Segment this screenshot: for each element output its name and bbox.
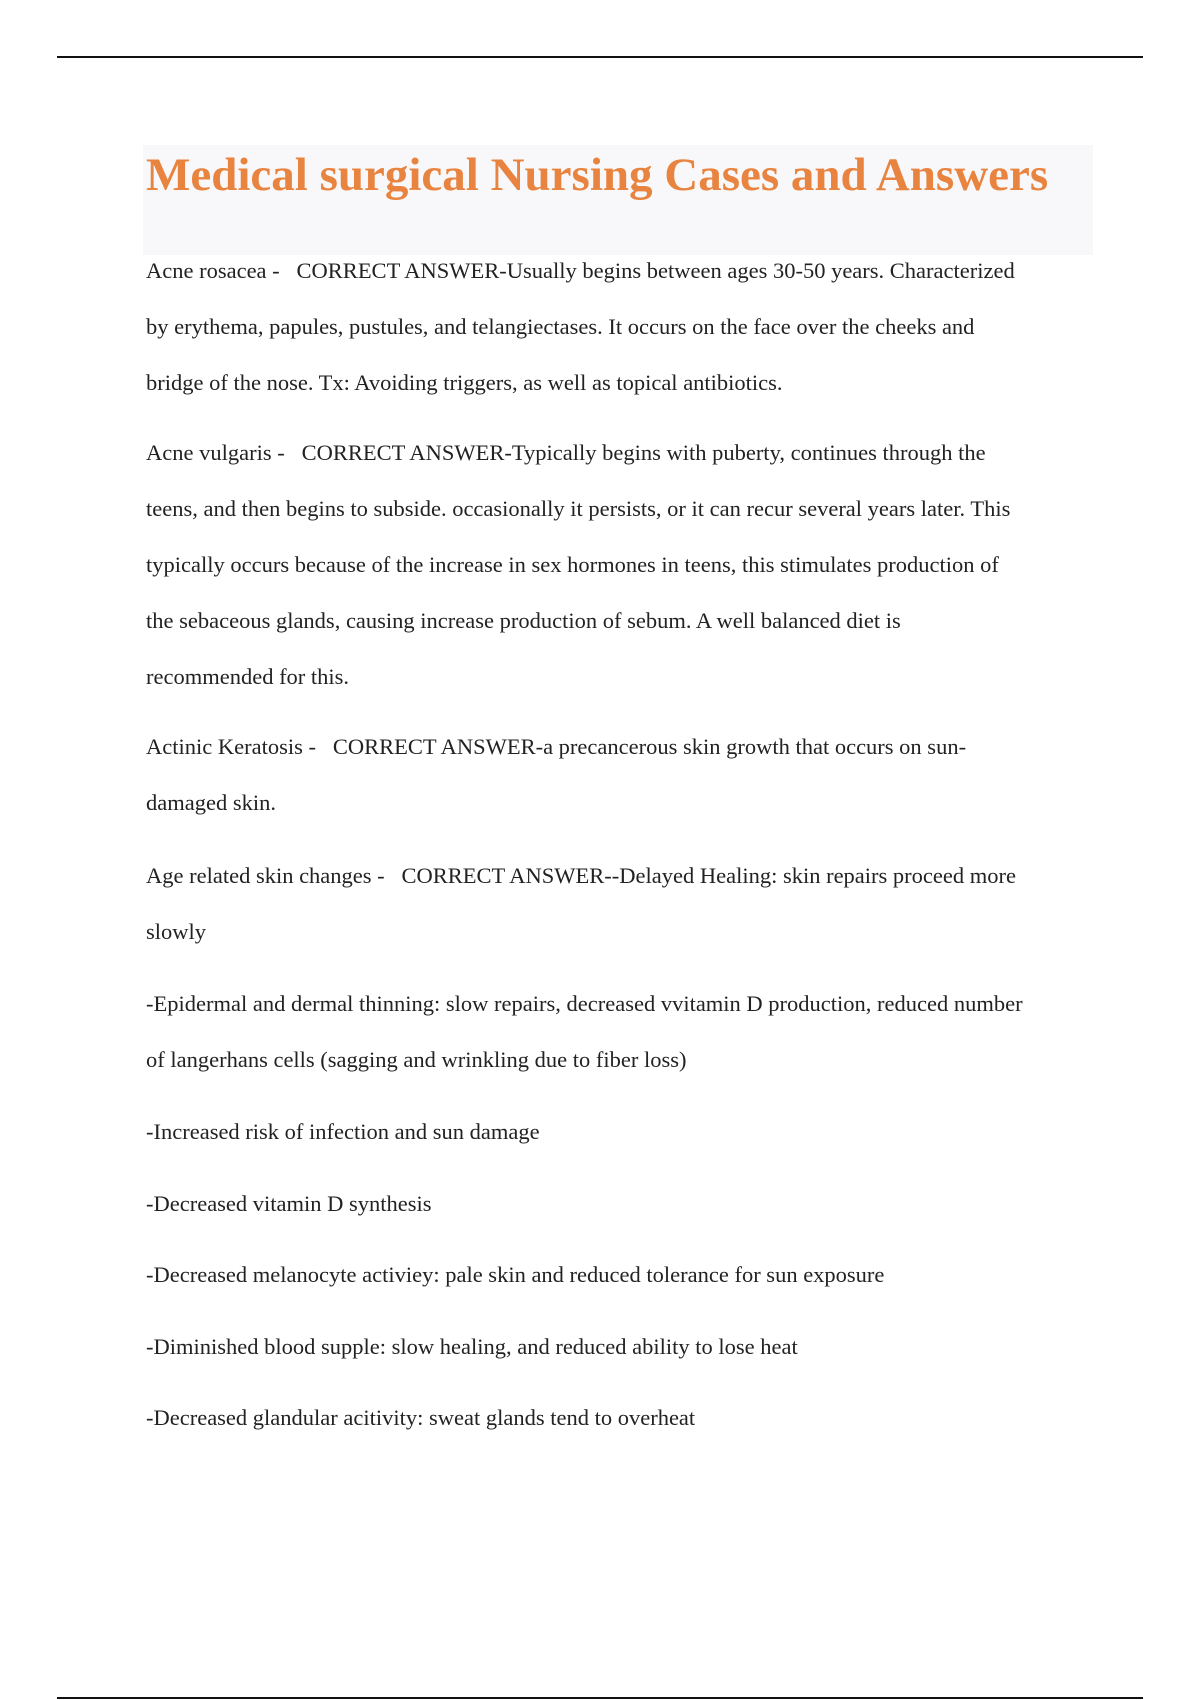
entry-line: -Diminished blood supple: slow healing, and reduced ability to lose heat [146, 1334, 798, 1359]
entry-acne-vulgaris [146, 425, 1096, 705]
list-item [146, 976, 1096, 1088]
entry-line: slowly [146, 919, 207, 944]
entry-line: the sebaceous glands, causing increase production of sebum. A well balanced diet is [146, 608, 901, 633]
list-item [146, 1319, 1096, 1375]
entry-line: -Decreased glandular acitivity: sweat glands tend to overheat [146, 1405, 696, 1430]
answer-label: CORRECT ANSWER- [296, 258, 507, 283]
entry-definition: -Delayed Healing: skin repairs proceed more [611, 863, 1016, 888]
answer-label: CORRECT ANSWER- [401, 863, 612, 888]
entry-line: -Increased risk of infection and sun damage [146, 1119, 540, 1144]
list-item [146, 1104, 1096, 1160]
answer-label: CORRECT ANSWER- [332, 734, 544, 759]
answer-label: CORRECT ANSWER- [301, 440, 512, 465]
entry-definition: Typically begins with puberty, continues through the [511, 440, 986, 465]
entry-line: -Decreased vitamin D synthesis [146, 1191, 432, 1216]
entry-acne-rosacea [146, 243, 1096, 411]
entry-line: typically occurs because of the increase in sex hormones in teens, this stimulates production of [146, 552, 999, 577]
entry-line: of langerhans cells (sagging and wrinkling due to fiber loss) [146, 1047, 687, 1072]
list-item [146, 1176, 1096, 1232]
entry-line: damaged skin. [146, 790, 276, 815]
entry-line: recommended for this. [146, 664, 350, 689]
entry-line: -Decreased melanocyte activiey: pale skin and reduced tolerance for sun exposure [146, 1262, 885, 1287]
entry-line [146, 848, 1096, 904]
bottom-rule [57, 1697, 1143, 1699]
entry-definition: Usually begins between ages 30-50 years. Characterized [506, 258, 1015, 283]
entry-line: bridge of the nose. Tx: Avoiding triggers, as well as topical antibiotics. [146, 370, 783, 395]
entry-line: by erythema, papules, pustules, and telangiectases. It occurs on the face over the cheeks and [146, 314, 975, 339]
entry-line [146, 243, 1096, 299]
list-item [146, 1247, 1096, 1303]
entry-age-related-skin-changes [146, 848, 1096, 960]
entry-line: -Epidermal and dermal thinning: slow repairs, decreased vvitamin D production, reduced number [146, 991, 1023, 1016]
entry-term: Age related skin changes - [146, 863, 385, 888]
entry-line: teens, and then begins to subside. occasionally it persists, or it can recur several years later. This [146, 496, 1011, 521]
list-item [146, 1390, 1096, 1446]
entry-line [146, 425, 1096, 481]
entry-line [146, 719, 1096, 775]
entry-term: Acne rosacea - [146, 258, 280, 283]
top-rule [57, 56, 1143, 58]
page-title: Medical surgical Nursing Cases and Answers [146, 149, 1049, 201]
entry-term: Actinic Keratosis - [146, 734, 316, 759]
entry-definition: a precancerous skin growth that occurs on sun- [543, 734, 967, 759]
entry-term: Acne vulgaris - [146, 440, 285, 465]
entry-actinic-keratosis [146, 719, 1096, 831]
